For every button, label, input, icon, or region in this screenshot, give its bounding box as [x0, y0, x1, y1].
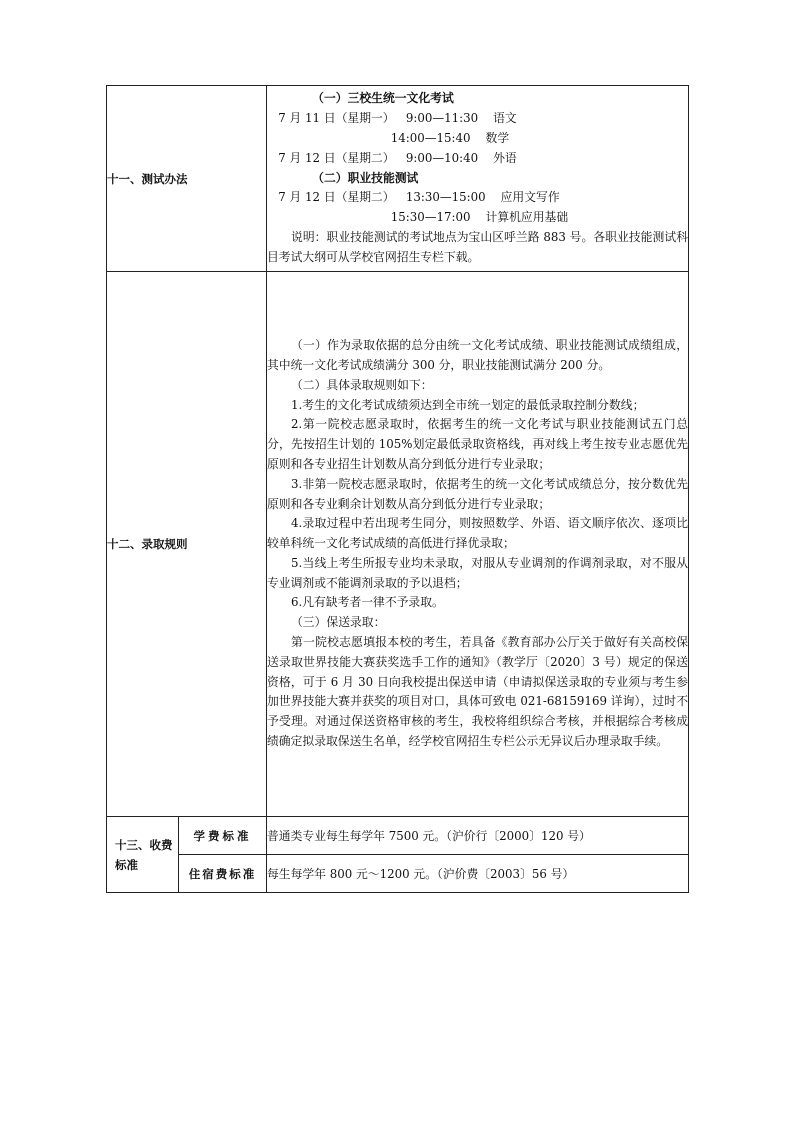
lodging-label: 住宿费标准	[179, 855, 267, 893]
section-13-row-tuition	[107, 817, 689, 855]
section-13-label	[107, 817, 179, 893]
exam-line: 15:30—17:00 计算机应用基础	[267, 210, 569, 225]
section-13-label-line1: 十三、收费	[115, 837, 173, 852]
exam-line: 7 月 12 日（星期二） 13:30—15:00 应用文写作	[267, 190, 560, 205]
exam-note: 说明：职业技能测试的考试地点为宝山区呼兰路 883 号。各职业技能测试科目考试大纲可从学校官网招生专栏下载。	[267, 229, 688, 264]
section-12-label: 十二、录取规则	[107, 272, 267, 817]
rule-paragraph: 4.录取过程中若出现考生同分，则按照数学、外语、语文顺序依次、逐项比较单科统一文化考试成绩的高低进行择优录取；	[267, 516, 688, 551]
section-13-label-line2: 标准	[115, 857, 138, 872]
exam-line: 7 月 12 日（星期二） 9:00—10:40 外语	[267, 150, 517, 165]
section-12-row	[107, 272, 689, 817]
tuition-value: 普通类专业每生每学年 7500 元。（沪价行〔2000〕120 号）	[267, 817, 689, 855]
section-11-label: 十一、测试办法	[107, 86, 267, 272]
rule-paragraph: 6.凡有缺考者一律不予录取。	[291, 595, 444, 610]
tuition-label: 学费标准	[179, 817, 267, 855]
rule-paragraph: 第一院校志愿填报本校的考生，若具备《教育部办公厅关于做好有关高校保送录取世界技能大赛获奖选手工作的通知》（教学厅〔2020〕3 号）规定的保送资格，可于 6 月 30 日向我校提出保送申请（申请拟保送录取的专业须与考生参加世界技能大赛并获奖的项目对口，具体可致电 021-68159169 详询），过时不予受理。对通过保送资格审核的考生，我校将组织综合考核，并根据综合考核成绩确定拟录取保送生名单，经学校官网招生专栏公示无异议后办理录取手续。	[267, 635, 688, 749]
exam-heading-1: （一）三校生统一文化考试	[267, 91, 454, 106]
section-11-content	[267, 86, 689, 272]
admissions-table	[106, 85, 689, 893]
rule-paragraph: （三）保送录取：	[291, 615, 386, 630]
rule-paragraph: （一）作为录取依据的总分由统一文化考试成绩、职业技能测试成绩组成，其中统一文化考试成绩满分 300 分，职业技能测试满分 200 分。	[267, 338, 688, 372]
rule-paragraph: 5.当线上考生所报专业均未录取，对服从专业调剂的作调剂录取，对不服从专业调剂或不能调剂录取的予以退档；	[267, 555, 688, 590]
section-13-row-lodging	[107, 855, 689, 893]
lodging-value: 每生每学年 800 元～1200 元。（沪价费〔2003〕56 号）	[267, 855, 689, 893]
rule-paragraph: 1.考生的文化考试成绩须达到全市统一划定的最低录取控制分数线；	[291, 397, 645, 412]
section-12-content	[267, 272, 689, 817]
exam-line: 7 月 11 日（星期一） 9:00—11:30 语文	[267, 111, 517, 126]
rule-paragraph: （二）具体录取规则如下：	[291, 377, 433, 392]
rule-paragraph: 2.第一院校志愿录取时，依据考生的统一文化考试与职业技能测试五门总分，先按招生计划的 105%划定最低录取资格线，再对线上考生按专业志愿优先原则和各专业招生计划数从高分到低分进行专业录取；	[267, 417, 688, 471]
rule-paragraph: 3.非第一院校志愿录取时，依据考生的统一文化考试成绩总分，按分数优先原则和各专业剩余计划数从高分到低分进行专业录取；	[267, 476, 688, 511]
exam-heading-2: （二）职业技能测试	[267, 170, 419, 185]
exam-line: 14:00—15:40 数学	[267, 131, 510, 145]
section-11-row	[107, 86, 689, 272]
